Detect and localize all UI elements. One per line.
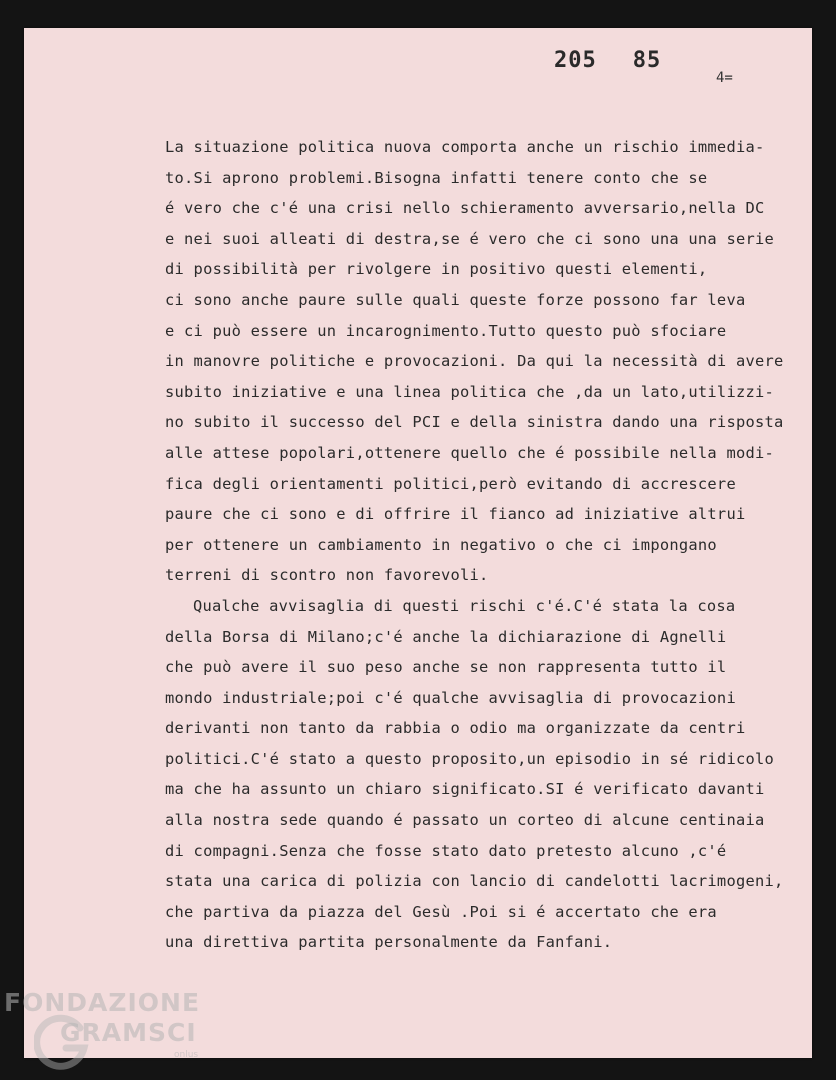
text-line: é vero che c'é una crisi nello schieramento avversario,nella DC xyxy=(165,199,765,218)
page-number-primary: 205 xyxy=(554,48,597,73)
text-line: to.Si aprono problemi.Bisogna infatti tenere conto che se xyxy=(165,168,708,187)
text-line: fica degli orientamenti politici,però evitando di accrescere xyxy=(165,474,736,493)
text-line: che partiva da piazza del Gesù .Poi si é accertato che era xyxy=(165,902,717,921)
text-line: della Borsa di Milano;c'é anche la dichiarazione di Agnelli xyxy=(165,627,727,646)
text-line-paragraph-start: Qualche avvisaglia di questi rischi c'é.C'é stata la cosa xyxy=(193,596,736,615)
text-line: no subito il successo del PCI e della sinistra dando una risposta xyxy=(165,413,784,432)
text-line: e ci può essere un incarognimento.Tutto questo può sfociare xyxy=(165,321,727,340)
watermark-line2: GRAMSCI xyxy=(60,1018,197,1047)
text-line: alle attese popolari,ottenere quello che é possibile nella modi- xyxy=(165,443,775,462)
watermark-suffix: onlus xyxy=(174,1050,199,1060)
text-line: mondo industriale;poi c'é qualche avvisaglia di provocazioni xyxy=(165,688,736,707)
sheet-number-mark: 4= xyxy=(716,70,733,86)
text-line: di possibilità per rivolgere in positivo questi elementi, xyxy=(165,260,708,279)
fondazione-gramsci-watermark xyxy=(4,984,224,1080)
text-line: stata una carica di polizia con lancio di candelotti lacrimogeni, xyxy=(165,872,784,891)
text-line: La situazione politica nuova comporta anche un rischio immedia- xyxy=(165,138,765,156)
archive-page-numbers xyxy=(554,48,661,73)
text-line: derivanti non tanto da rabbia o odio ma organizzate da centri xyxy=(165,719,746,738)
document-body xyxy=(165,132,805,958)
typewritten-page xyxy=(24,28,812,1058)
text-line: per ottenere un cambiamento in negativo o che ci impongano xyxy=(165,535,717,554)
text-line: e nei suoi alleati di destra,se é vero che ci sono una una serie xyxy=(165,229,775,248)
text-line: politici.C'é stato a questo proposito,un episodio in sé ridicolo xyxy=(165,749,775,768)
text-line: alla nostra sede quando é passato un corteo di alcune centinaia xyxy=(165,811,765,830)
text-line: che può avere il suo peso anche se non rappresenta tutto il xyxy=(165,658,727,677)
page-number-secondary: 85 xyxy=(632,48,662,73)
watermark-line1: FONDAZIONE xyxy=(4,988,201,1017)
text-line: in manovre politiche e provocazioni. Da qui la necessità di avere xyxy=(165,352,784,371)
text-line: ci sono anche paure sulle quali queste forze possono far leva xyxy=(165,290,746,309)
text-line: terreni di scontro non favorevoli. xyxy=(165,566,489,585)
text-line: di compagni.Senza che fosse stato dato pretesto alcuno ,c'é xyxy=(165,841,727,860)
text-line: paure che ci sono e di offrire il fianco ad iniziative altrui xyxy=(165,505,746,524)
text-line: ma che ha assunto un chiaro significato.SI é verificato davanti xyxy=(165,780,765,799)
text-line: subito iniziative e una linea politica che ,da un lato,utilizzi- xyxy=(165,382,775,401)
text-line: una direttiva partita personalmente da Fanfani. xyxy=(165,933,613,952)
